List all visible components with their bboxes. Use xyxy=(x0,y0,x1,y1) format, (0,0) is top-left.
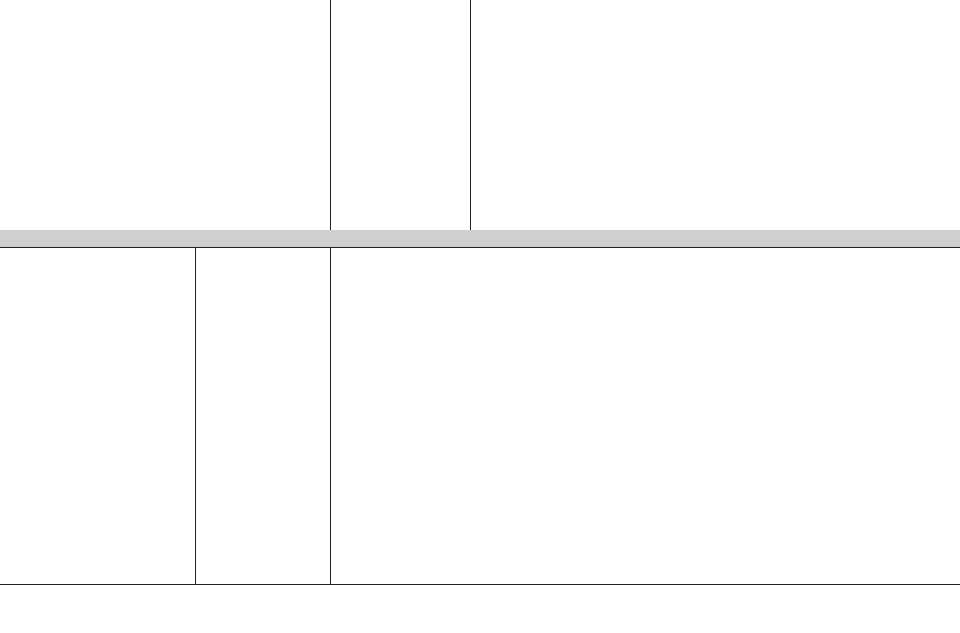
section-header-band xyxy=(0,230,960,247)
